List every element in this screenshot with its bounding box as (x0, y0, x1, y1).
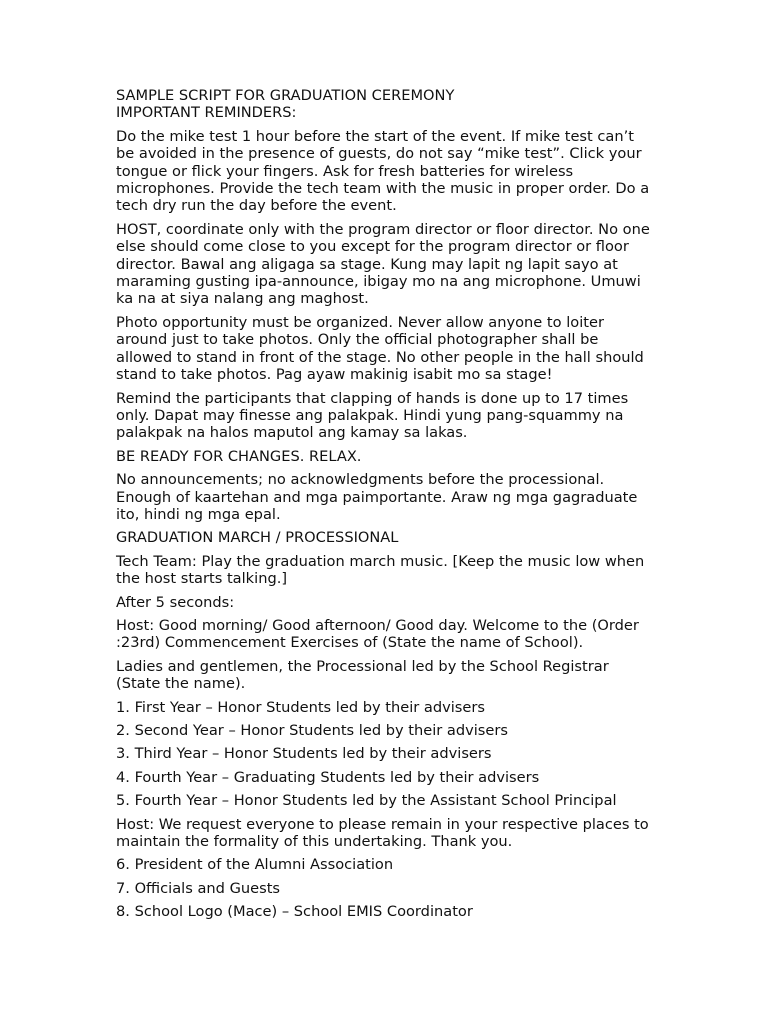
list-item: 5. Fourth Year – Honor Students led by the Assistant School Principal (116, 792, 617, 810)
list-item: 8. School Logo (Mace) – School EMIS Coordinator (116, 903, 473, 921)
list-item: 2. Second Year – Honor Students led by their advisers (116, 722, 508, 739)
title-block (116, 87, 656, 122)
list-item: 3. Third Year – Honor Students led by their advisers (116, 745, 492, 763)
section-heading-processional: GRADUATION MARCH / PROCESSIONAL (116, 529, 399, 547)
paragraph-processional-led: Ladies and gentlemen, the Processional led by the School Registrar (State the name). (116, 657, 609, 693)
paragraph-be-ready: BE READY FOR CHANGES. RELAX. (116, 447, 362, 465)
list-item: 1. First Year – Honor Students led by their advisers (116, 698, 485, 716)
list-item: 4. Fourth Year – Graduating Students led by their advisers (116, 768, 540, 786)
document-page (116, 87, 656, 927)
list-item: 6. President of the Alumni Association (116, 856, 394, 874)
paragraph-host-request: Host: We request everyone to please remain in your respective places to maintain the formality of this undertaking. Thank you. (116, 815, 649, 851)
paragraph-host-coordination: HOST, coordinate only with the program director or floor director. No one else should come close to you except for the program director or floor director. Bawal ang aligaga sa stage. Kung may lapit ng lapit sayo at maraming gusting ipa-announce, ibigay mo na ang microphone. Umuwi ka na at siya nalang ang maghost. (116, 220, 650, 308)
processional-list-a (116, 699, 656, 810)
section-heading-reminders: IMPORTANT REMINDERS: (116, 104, 297, 122)
document-title: SAMPLE SCRIPT FOR GRADUATION CEREMONY (116, 87, 455, 104)
paragraph-photo-opportunity: Photo opportunity must be organized. Never allow anyone to loiter around just to take photos. Only the official photographer shall be allowed to stand in front of the stage. No other people in the hall should stand to take photos. Pag ayaw makinig isabit mo sa stage! (116, 313, 644, 384)
list-item: 7. Officials and Guests (116, 879, 281, 897)
paragraph-tech-team: Tech Team: Play the graduation march music. [Keep the music low when the host starts talking.] (116, 552, 645, 588)
paragraph-after-5-seconds: After 5 seconds: (116, 593, 235, 611)
paragraph-no-announcements: No announcements; no acknowledgments before the processional. Enough of kaartehan and mga paimportante. Araw ng mga gagraduate ito, hindi ng mga epal. (116, 471, 638, 523)
paragraph-mike-test: Do the mike test 1 hour before the start of the event. If mike test can’t be avoided in the presence of guests, do not say “mike test”. Click your tongue or flick your fingers. Ask for fresh batteries for wireless microphones. Provide the tech team with the music in proper order. Do a tech dry run the day before the event. (116, 127, 650, 215)
processional-list-b (116, 856, 656, 920)
paragraph-clapping: Remind the participants that clapping of hands is done up to 17 times only. Dapat may finesse ang palakpak. Hindi yung pang-squammy na palakpak na halos maputol ang kamay sa lakas. (116, 389, 629, 442)
paragraph-host-welcome: Host: Good morning/ Good afternoon/ Good day. Welcome to the (Order :23rd) Commencement Exercises of (State the name of School). (116, 616, 639, 652)
